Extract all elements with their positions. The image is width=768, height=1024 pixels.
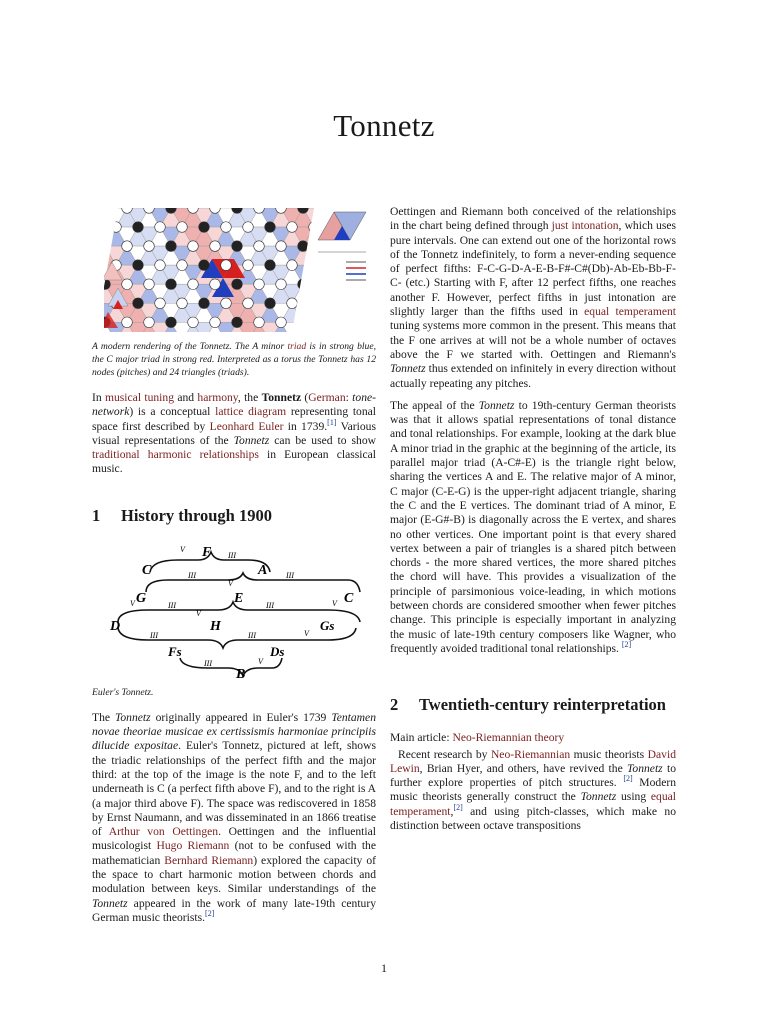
intro-paragraph: In musical tuning and harmony, the Tonnetz (German: tone-network) is a conceptual lattice diagram representing tonal space first described by Leonhard Euler in 1739.[1] Various visual representations of the Tonnetz can be used to show traditional harmonic relationships in European classical music. bbox=[92, 391, 377, 476]
interval-label: V bbox=[130, 598, 135, 608]
lattice-node bbox=[342, 241, 353, 252]
reference-1[interactable]: [1] bbox=[327, 417, 337, 427]
note-d: D bbox=[110, 618, 121, 634]
lattice-node bbox=[133, 260, 144, 271]
lattice-node bbox=[177, 298, 188, 309]
lattice-node bbox=[276, 203, 287, 214]
interval-label: V bbox=[180, 544, 185, 554]
link-david-lewin[interactable]: David Lewin bbox=[390, 747, 676, 775]
lattice-node bbox=[122, 279, 133, 290]
lattice-triangle bbox=[325, 284, 347, 303]
lattice-node bbox=[166, 203, 177, 214]
link-equal-temperament-2[interactable]: equal temperament bbox=[390, 790, 677, 818]
lattice-node bbox=[104, 203, 110, 214]
lattice-node bbox=[210, 279, 221, 290]
lattice-node bbox=[265, 260, 276, 271]
lattice-node bbox=[320, 203, 331, 214]
lattice-node bbox=[133, 222, 144, 233]
lattice-triangle bbox=[358, 227, 374, 246]
link-neo-riemannian-theory[interactable]: Neo-Riemannian theory bbox=[452, 731, 565, 745]
interval-label: III bbox=[266, 600, 274, 610]
lattice-node bbox=[276, 279, 287, 290]
recent-research-paragraph: Recent research by Neo-Riemannian music theorists David Lewin, Brian Hyer, and others, have revived the Tonnetz to further explore properties of pitch structures. [2] Modern music theorists generally construct the Tonnetz using equal temperament,[2] and using pitch-classes, which make no distinction between octave transpositions bbox=[390, 747, 677, 832]
chord-stack-icon bbox=[346, 262, 366, 280]
interval-label: III bbox=[150, 630, 158, 640]
link-bernhard-riemann[interactable]: Bernhard Riemann bbox=[164, 853, 254, 867]
right-column bbox=[390, 205, 676, 841]
note-ds: Ds bbox=[270, 643, 285, 659]
lattice-node bbox=[276, 241, 287, 252]
lattice-node bbox=[265, 298, 276, 309]
lattice-node bbox=[221, 298, 232, 309]
lattice-node bbox=[221, 222, 232, 233]
lattice-triangle bbox=[104, 227, 105, 246]
link-traditional-harmonic-relationships[interactable]: traditional harmonic relationships bbox=[92, 448, 259, 462]
lattice-node bbox=[188, 203, 199, 214]
lattice-node bbox=[254, 241, 265, 252]
lattice-node bbox=[243, 298, 254, 309]
lattice-node bbox=[210, 203, 221, 214]
lattice-node bbox=[265, 222, 276, 233]
note-fs: Fs bbox=[168, 643, 182, 659]
lattice-node bbox=[254, 279, 265, 290]
lattice-node bbox=[298, 279, 309, 290]
reference-2[interactable]: [2] bbox=[205, 909, 215, 919]
tonnetz-figure bbox=[104, 200, 376, 340]
lattice-node bbox=[188, 241, 199, 252]
link-just-intonation[interactable]: just intonation bbox=[551, 219, 619, 233]
note-gs: Gs bbox=[320, 617, 335, 633]
lattice-node bbox=[298, 203, 309, 214]
lattice-node bbox=[104, 241, 110, 252]
link-german[interactable]: German bbox=[308, 391, 346, 404]
link-hugo-riemann[interactable]: Hugo Riemann bbox=[156, 839, 230, 853]
interval-label: III bbox=[168, 600, 176, 610]
lattice-node bbox=[188, 317, 199, 328]
lattice-node bbox=[177, 222, 188, 233]
lattice-node bbox=[342, 203, 353, 214]
page-number: 1 bbox=[381, 961, 387, 975]
lattice-triangle bbox=[303, 284, 325, 303]
lattice-node bbox=[364, 203, 374, 214]
lattice-triangle bbox=[314, 284, 336, 303]
link-leonhard-euler[interactable]: Leonhard Euler bbox=[209, 419, 284, 433]
lattice-node bbox=[199, 298, 210, 309]
tonnetz-lattice-image bbox=[104, 200, 374, 340]
lattice-node bbox=[221, 260, 232, 271]
torus-diagram-icon bbox=[318, 212, 366, 252]
term-tonnetz: Tonnetz bbox=[261, 391, 302, 404]
interval-label: III bbox=[204, 658, 212, 668]
lattice-node bbox=[232, 317, 243, 328]
interval-label: III bbox=[248, 630, 256, 640]
reference-2[interactable]: [2] bbox=[623, 774, 633, 784]
link-neo-riemannian[interactable]: Neo-Riemannian bbox=[490, 747, 571, 761]
lattice-node bbox=[111, 222, 122, 233]
lattice-node bbox=[287, 260, 298, 271]
link-harmony[interactable]: harmony bbox=[197, 391, 238, 404]
note-g: G bbox=[136, 590, 147, 606]
note-c: C bbox=[142, 562, 152, 578]
lattice-node bbox=[243, 222, 254, 233]
note-e: E bbox=[234, 590, 244, 606]
lattice-node bbox=[155, 298, 166, 309]
link-triad[interactable]: triad bbox=[287, 341, 307, 352]
interval-label: V bbox=[304, 628, 309, 638]
note-cs: C bbox=[344, 590, 354, 606]
lattice-node bbox=[232, 279, 243, 290]
lattice-node bbox=[309, 298, 320, 309]
lattice-node bbox=[309, 222, 320, 233]
euler-paragraph: The Tonnetz originally appeared in Euler's 1739 Tentamen novae theoriae musicae ex certissismis harmoniae principiis dilucide expositae. Euler's Tonnetz, pictured at left, shows the triadic relationships of the perfect fifth and the major third: at the top of the image is the note F, and to the left underneath is C (a perfect fifth above F), and to the right is A (a major third above F). The space was rediscovered in 1858 by Ernst Naumann, and was disseminated in an 1866 treatise of Arthur von Oettingen. Oettingen and the influential musicologist Hugo Riemann (not to be confused with the mathematician Bernhard Riemann) explored the capacity of the space to chart harmonic motion between chords and modulation between keys. Similar understandings of the Tonnetz appeared in the work of many late-19th century German music theorists.[2] bbox=[92, 710, 376, 924]
figure-caption: A modern rendering of the Tonnetz. The A minor triad is in strong blue, the C major triad in strong red. Interpreted as a torus the Tonnetz has 12 nodes (pitches) and 24 triangles (triads). bbox=[92, 341, 376, 378]
lattice-triangle bbox=[325, 246, 347, 265]
interval-label: V bbox=[332, 598, 337, 608]
lattice-node bbox=[144, 241, 155, 252]
link-lattice-diagram[interactable]: lattice diagram bbox=[215, 405, 287, 419]
section-heading-twentieth-century: 2 Twentieth-century reinterpretation bbox=[390, 695, 666, 715]
lattice-node bbox=[254, 203, 265, 214]
euler-tonnetz-figure bbox=[108, 540, 376, 680]
oettingen-paragraph: Oettingen and Riemann both conceived of the relationships in the chart being defined through just intonation, which uses pure intervals. One can extend out one of the horizontal rows of the Tonnetz indefinitely, to form a never-ending sequence of perfect fifths: F-C-G-D-A-E-B-F#-C#(Db)-Ab-Eb-Bb-F-C- (etc.) Starting with F, after 12 perfect fifths, one reaches another F. However, perfect fifths in just intonation are slightly larger than the fifths used in equal temperament tuning systems more common in the present. This means that the F one arrives at will not be a whole number of octaves above the F we started with. Oettingen and Riemann's Tonnetz thus extended on infinitely in every direction without actually repeating any pitches. bbox=[390, 205, 676, 390]
interval-label: III bbox=[228, 550, 236, 560]
link-musical-tuning[interactable]: musical tuning bbox=[104, 391, 174, 404]
lattice-node bbox=[331, 260, 342, 271]
lattice-node bbox=[254, 317, 265, 328]
lattice-node bbox=[188, 279, 199, 290]
figure-caption-euler: Euler's Tonnetz. bbox=[92, 686, 154, 698]
lattice-triangle bbox=[325, 265, 347, 284]
lattice-node bbox=[122, 317, 133, 328]
appeal-paragraph: The appeal of the Tonnetz to 19th-century German theorists was that it allows spatial representations of tonal distance and tonal relationships. For example, looking at the dark blue A minor triad in the graphic at the beginning of the article, its parallel major triad (A-C#-E) is the triangle right below, sharing the vertices A and E. The relative major of A minor, C major (C-E-G) is the upper-right adjacent triangle, sharing the C and the E vertices. The dominant triad of A minor, E major (E-G#-B) is diagonally across the E vertex, and shares no other vertices. One important point is that every shared vertex between a pair of triangles is a shared pitch between chords - the more shared vertices, the more shared pitches the chord will have. This provides a visualization of the principle of parsimonious voice-leading, in which motions between chords are considered smoother when fewer pitches change. This principle is especially important in analyzing the music of late-19th century composers like Wagner, who frequently avoided traditional tonal relationships. [2] bbox=[390, 398, 676, 655]
left-column bbox=[92, 200, 376, 933]
lattice-node bbox=[298, 317, 309, 328]
lattice-node bbox=[166, 279, 177, 290]
page-title: Tonnetz bbox=[333, 108, 435, 143]
lattice-triangle bbox=[314, 246, 336, 265]
lattice-node bbox=[166, 317, 177, 328]
lattice-node bbox=[298, 241, 309, 252]
lattice-triangle bbox=[104, 208, 116, 227]
lattice-node bbox=[287, 222, 298, 233]
interval-label: III bbox=[286, 570, 294, 580]
lattice-triangle bbox=[314, 303, 336, 322]
lattice-triangle bbox=[369, 208, 374, 227]
lattice-triangle bbox=[303, 265, 325, 284]
lattice-triangle bbox=[292, 322, 314, 340]
lattice-node bbox=[232, 203, 243, 214]
lattice-node bbox=[199, 260, 210, 271]
lattice-node bbox=[309, 260, 320, 271]
lattice-node bbox=[155, 260, 166, 271]
lattice-node bbox=[287, 298, 298, 309]
lattice-node bbox=[144, 279, 155, 290]
lattice-triangle bbox=[104, 246, 105, 265]
euler-tonnetz-image bbox=[108, 540, 368, 680]
lattice-node bbox=[177, 260, 188, 271]
lattice-node bbox=[243, 260, 254, 271]
note-f: F bbox=[202, 544, 212, 560]
lattice-node bbox=[122, 203, 133, 214]
lattice-node bbox=[133, 298, 144, 309]
lattice-triangle bbox=[303, 303, 325, 322]
note-a: A bbox=[258, 562, 268, 578]
interval-label: V bbox=[228, 578, 233, 588]
main-article-note: Main article: Neo-Riemannian theory bbox=[390, 731, 565, 745]
lattice-node bbox=[210, 241, 221, 252]
lattice-node bbox=[210, 317, 221, 328]
lattice-node bbox=[320, 241, 331, 252]
lattice-node bbox=[166, 241, 177, 252]
section-heading-history: 1 History through 1900 bbox=[92, 505, 272, 525]
interval-label: V bbox=[258, 656, 263, 666]
lattice-triangle bbox=[314, 265, 336, 284]
reference-2[interactable]: [2] bbox=[453, 802, 463, 812]
note-h: H bbox=[210, 618, 221, 634]
lattice-node bbox=[144, 317, 155, 328]
link-equal-temperament[interactable]: equal temperament bbox=[584, 305, 676, 319]
reference-2[interactable]: [2] bbox=[621, 640, 632, 650]
lattice-node bbox=[232, 241, 243, 252]
lattice-node bbox=[199, 222, 210, 233]
interval-label: III bbox=[188, 570, 196, 580]
link-arthur-von-oettingen[interactable]: Arthur von Oettingen bbox=[108, 825, 219, 839]
lattice-node bbox=[276, 317, 287, 328]
lattice-node bbox=[144, 203, 155, 214]
lattice-triangle bbox=[303, 322, 325, 340]
lattice-node bbox=[155, 222, 166, 233]
interval-label: V bbox=[196, 608, 201, 618]
lattice-node bbox=[320, 279, 331, 290]
note-b: B bbox=[236, 666, 246, 680]
lattice-node bbox=[122, 241, 133, 252]
